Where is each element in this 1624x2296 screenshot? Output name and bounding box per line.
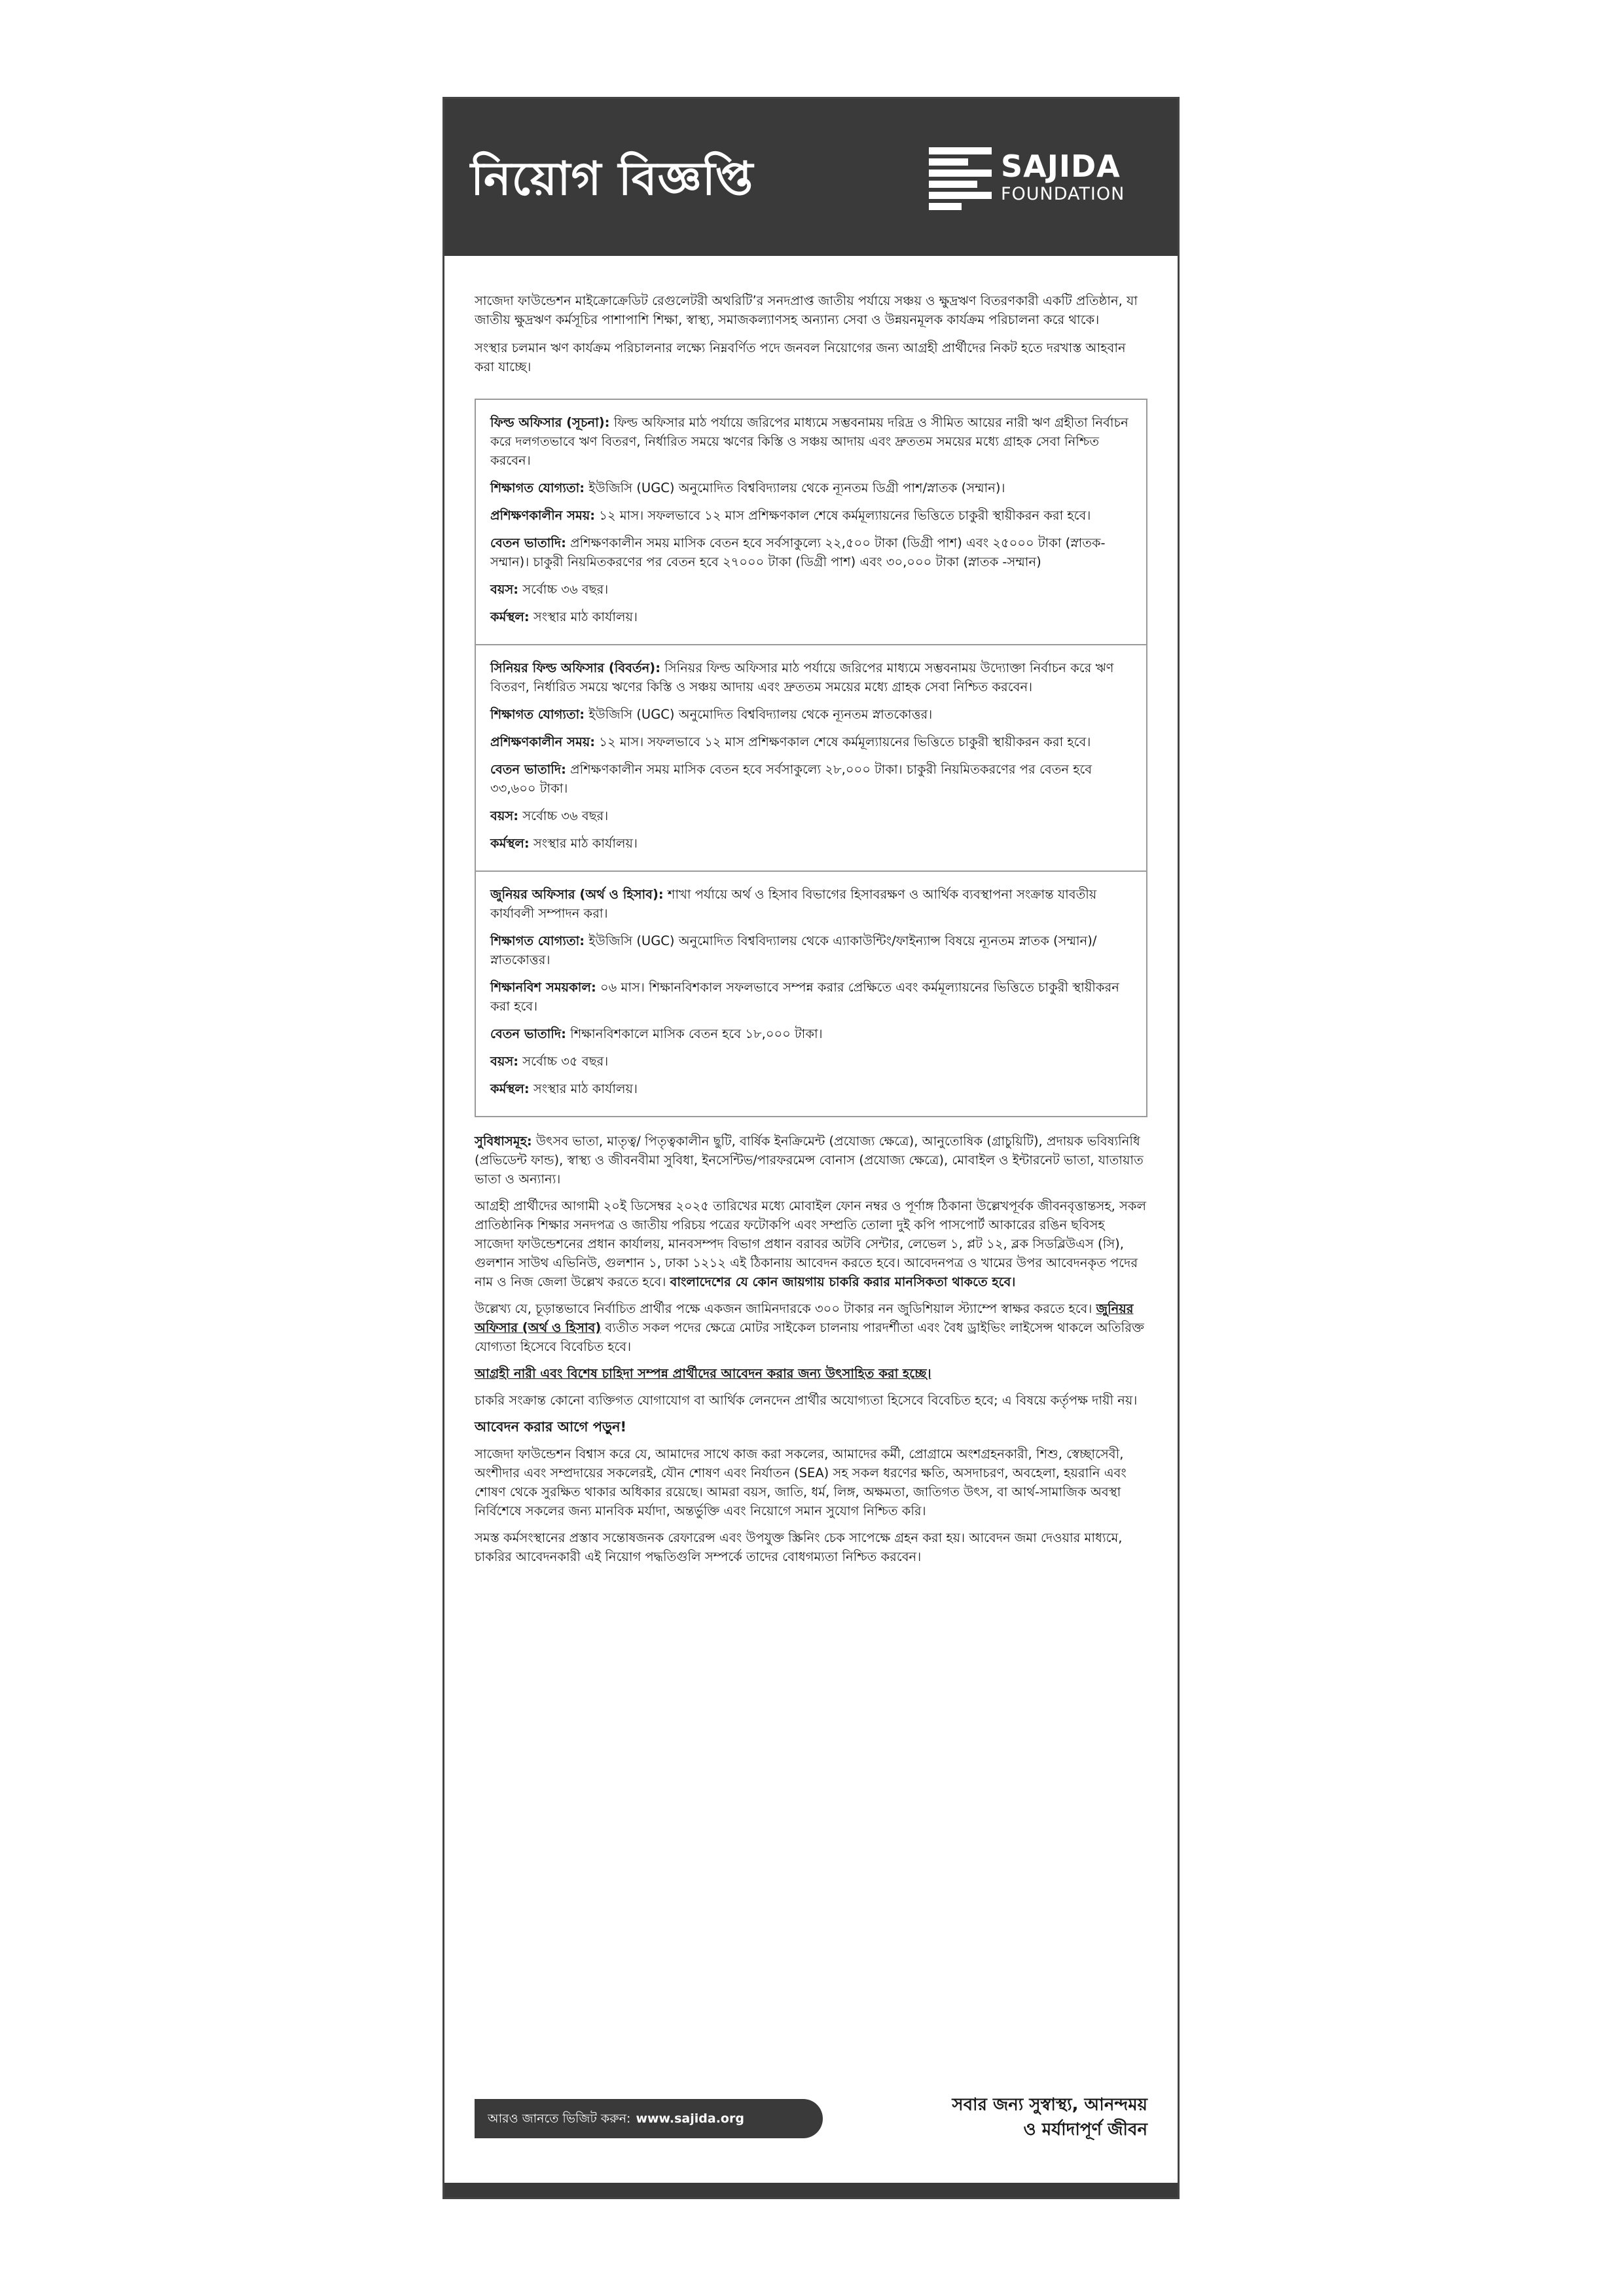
salary-text: প্রশিক্ষণকালীন সময় মাসিক বেতন হবে সর্বসাকুল্যে ২২,৫০০ টাকা (ডিগ্রী পাশ) এবং ২৫০০০ টাকা (স্নাতক-সম্মান)। চাকুরী নিয়মিতকরণের পর বেতন হবে ২৭০০০ টাকা (ডিগ্রী পাশ) এবং ৩০,০০০ টাকা (স্নাতক -সম্মান) xyxy=(490,535,1106,569)
application-paragraph xyxy=(475,1196,1147,1291)
workplace-text: সংস্থার মাঠ কার্যালয়। xyxy=(533,1081,638,1096)
age-label: বয়স: xyxy=(490,582,519,597)
read-before-heading: আবেদন করার আগে পড়ুন! xyxy=(475,1419,627,1435)
salary-label: বেতন ভাতাদি: xyxy=(490,1026,566,1041)
encourage-paragraph xyxy=(475,1364,1147,1383)
job-title: সিনিয়র ফিল্ড অফিসার (বিবর্তন): xyxy=(490,660,661,675)
workplace-label: কর্মস্থল: xyxy=(490,1081,530,1096)
note-paragraph xyxy=(475,1299,1147,1356)
note-text: উল্লেখ্য যে, চূড়ান্তভাবে নির্বাচিত প্রার্থীর পক্ষে একজন জামিনদারকে ৩০০ টাকার নন জুডিশিয়াল স্ট্যাম্পে স্বাক্ষর করতে হবে। xyxy=(475,1301,1092,1316)
job-title: ফিল্ড অফিসার (সূচনা): xyxy=(490,415,610,430)
visit-website-bar xyxy=(475,2099,823,2138)
education-label: শিক্ষাগত যোগ্যতা: xyxy=(490,933,585,948)
job-senior-field-officer xyxy=(476,644,1146,870)
intro-paragraph: সাজেদা ফাউন্ডেশন মাইক্রোক্রেডিট রেগুলেটরী অথরিটি’র সনদপ্রাপ্ত জাতীয় পর্যায়ে সঞ্চয় ও ক্ষুদ্রঋণ বিতরণকারী একটি প্রতিষ্ঠান, যা জাতীয় ক্ষুদ্রঋণ কর্মসূচির পাশাপাশি শিক্ষা, স্বাস্থ্য, সমাজকল্যাণসহ অন্যান্য সেবা ও উন্নয়নমূলক কার্যক্রম পরিচালনা করে থাকে। xyxy=(475,293,1138,327)
education-text: ইউজিসি (UGC) অনুমোদিত বিশ্ববিদ্যালয় থেকে ন্যূনতম স্নাতকোত্তর। xyxy=(588,707,933,722)
workplace-label: কর্মস্থল: xyxy=(490,609,530,624)
salary-label: বেতন ভাতাদি: xyxy=(490,535,566,550)
workplace-text: সংস্থার মাঠ কার্যালয়। xyxy=(533,836,638,851)
job-field-officer xyxy=(476,400,1146,644)
age-label: বয়স: xyxy=(490,808,519,823)
training-text: ১২ মাস। সফলভাবে ১২ মাস প্রশিক্ষণকাল শেষে কর্মমূল্যায়নের ভিত্তিতে চাকুরী স্থায়ীকরন করা হবে। xyxy=(599,734,1091,749)
header-banner xyxy=(444,99,1178,256)
encourage-text: আগ্রহী নারী এবং বিশেষ চাহিদা সম্পন্ন প্রার্থীদের আবেদন করার জন্য উৎসাহিত করা হচ্ছে। xyxy=(475,1366,931,1381)
salary-text: প্রশিক্ষণকালীন সময় মাসিক বেতন হবে সর্বসাকুল্যে ২৮,০০০ টাকা। চাকুরী নিয়মিতকরণের পর বেতন হবে ৩৩,৬০০ টাকা। xyxy=(490,762,1092,796)
workplace-label: কর্মস্থল: xyxy=(490,836,530,851)
logo-mark-icon xyxy=(929,147,992,210)
probation-text: ০৬ মাস। শিক্ষানবিশকাল সফলভাবে সম্পন্ন করার প্রেক্ষিতে এবং কর্মমূল্যায়নের ভিত্তিতে চাকুরী স্থায়ীকরন করা হবে। xyxy=(490,980,1119,1014)
note-exception: জুনিয়র অফিসার (অর্থ ও হিসাব) xyxy=(475,1301,1134,1335)
visit-label: আরও জানতে ভিজিট করুন: xyxy=(488,2111,631,2126)
job-description: শাখা পর্যায়ে অর্থ ও হিসাব বিভাগের হিসাবরক্ষণ ও আর্থিক ব্যবস্থাপনা সংক্রান্ত যাবতীয় কার্যাবলী সম্পাদন করা। xyxy=(490,887,1097,921)
job-description: ফিল্ড অফিসার মাঠ পর্যায়ে জরিপের মাধ্যমে সম্ভবনাময় দরিদ্র ও সীমিত আয়ের নারী ঋণ গ্রহীতা নির্বাচন করে দলগতভাবে ঋণ বিতরণ, নির্ধারিত সময়ে ঋণের কিস্তি ও সঞ্চয় আদায় এবং দ্রুততম সময়ের মধ্যে গ্রাহক সেবা নিশ্চিত করবেন। xyxy=(490,415,1128,468)
benefits-text: উৎসব ভাতা, মাতৃত্ব/ পিতৃত্বকালীন ছুটি, বার্ষিক ইনক্রিমেন্ট (প্রযোজ্য ক্ষেত্রে), আনুতোষিক (গ্রাচুয়িটি), প্রদায়ক ভবিষ্যনিধি (প্রভিডেন্ট ফান্ড), স্বাস্থ্য ও জীবনবীমা সুবিধা, ইনসেন্টিভ/পারফরমেন্স বোনাস (প্রযোজ্য ক্ষেত্রে), মোবাইল ও ইন্টারনেট ভাতা, যাতায়াত ভাতা ও অন্যান্য। xyxy=(475,1134,1144,1187)
slogan-line-1: সবার জন্য সুস্বাস্থ্য, আনন্দময় xyxy=(952,2095,1147,2115)
footer xyxy=(475,2092,1147,2151)
job-advertisement xyxy=(442,97,1180,2199)
relocation-requirement: বাংলাদেশের যে কোন জায়গায় চাকরি করার মানসিকতা থাকতে হবে। xyxy=(670,1274,1016,1289)
note-text-continued: ব্যতীত সকল পদের ক্ষেত্রে মোটর সাইকেল চালনায় পারদর্শীতা এবং বৈধ ড্রাইভিং লাইসেন্স থাকলে অতিরিক্ত যোগ্যতা হিসেবে বিবেচিত হবে। xyxy=(475,1320,1144,1354)
salary-label: বেতন ভাতাদি: xyxy=(490,762,566,777)
website-link[interactable]: www.sajida.org xyxy=(636,2111,744,2126)
education-text: ইউজিসি (UGC) অনুমোদিত বিশ্ববিদ্যালয় থেকে ন্যূনতম ডিগ্রী পাশ/স্নাতক (সম্মান)। xyxy=(588,480,1005,495)
logo-name: SAJIDA xyxy=(1001,149,1121,184)
benefits-paragraph xyxy=(475,1132,1147,1189)
age-text: সর্বোচ্চ ৩৬ বছর। xyxy=(522,582,609,597)
ad-title: নিয়োগ বিজ্ঞপ্তি xyxy=(471,152,754,206)
logo-subtitle: FOUNDATION xyxy=(1001,184,1125,204)
bottom-bar xyxy=(444,2183,1178,2197)
age-text: সর্বোচ্চ ৩৬ বছর। xyxy=(522,808,609,823)
workplace-text: সংস্থার মাঠ কার্যালয়। xyxy=(533,609,638,624)
general-info-section xyxy=(475,1132,1147,1566)
intro-call-paragraph: সংস্থার চলমান ঋণ কার্যক্রম পরিচালনার লক্ষ্যে নিম্নবর্ণিত পদে জনবল নিয়োগের জন্য আগ্রহী প্রার্থীদের নিকট হতে দরখাস্ত আহবান করা যাচ্ছে। xyxy=(475,340,1126,374)
job-junior-officer-accounts xyxy=(476,870,1146,1116)
intro-section xyxy=(475,291,1147,376)
training-label: প্রশিক্ষণকালীন সময়: xyxy=(490,734,596,749)
education-label: শিক্ষাগত যোগ্যতা: xyxy=(490,480,585,495)
education-text: ইউজিসি (UGC) অনুমোদিত বিশ্ববিদ্যালয় থেকে এ্যাকাউন্টিং/ফাইন্যান্স বিষয়ে ন্যূনতম স্নাতক (সম্মান)/ স্নাতকোত্তর। xyxy=(490,933,1097,967)
job-title: জুনিয়র অফিসার (অর্থ ও হিসাব): xyxy=(490,887,664,902)
sajida-logo xyxy=(929,147,1145,213)
safeguarding-paragraph: সাজেদা ফাউন্ডেশন বিশ্বাস করে যে, আমাদের সাথে কাজ করা সকলের, আমাদের কর্মী, প্রোগ্রামে অংশগ্রহনকারী, শিশু, স্বেচ্ছাসেবী, অংশীদার এবং সম্প্রদায়ের সকলেরই, যৌন শোষণ এবং নির্যাতন (SEA) সহ সকল ধরণের ক্ষতি, অসদাচরণ, অবহেলা, হয়রানি এবং শোষণ থেকে সুরক্ষিত থাকার অধিকার রয়েছে। আমরা বয়স, জাতি, ধর্ম, লিঙ্গ, অক্ষমতা, জাতিগত উৎস, বা আর্থ-সামাজিক অবস্থা নির্বিশেষে সকলের জন্য মানবিক মর্যাদা, অন্তর্ভুক্তি এবং নিয়োগে সমান সুযোগ নিশ্চিত করি। xyxy=(475,1446,1127,1518)
education-label: শিক্ষাগত যোগ্যতা: xyxy=(490,707,585,722)
training-text: ১২ মাস। সফলভাবে ১২ মাস প্রশিক্ষণকাল শেষে কর্মমূল্যায়নের ভিত্তিতে চাকুরী স্থায়ীকরন করা হবে। xyxy=(599,508,1091,523)
job-description: সিনিয়র ফিল্ড অফিসার মাঠ পর্যায়ে জরিপের মাধ্যমে সম্ভবনাময় উদ্যোক্তা নির্বাচন করে ঋণ বিতরণ, নির্ধারিত সময়ে ঋণের কিস্তি ও সঞ্চয় আদায় এবং দ্রুততম সময়ের মধ্যে গ্রাহক সেবা নিশ্চিত করবেন। xyxy=(490,660,1114,694)
training-label: প্রশিক্ষণকালীন সময়: xyxy=(490,508,596,523)
slogan-line-2: ও মর্যাদাপূর্ণ জীবন xyxy=(1023,2120,1147,2140)
disclaimer-paragraph: চাকরি সংক্রান্ত কোনো ব্যক্তিগত যোগাযোগ বা আর্থিক লেনদেন প্রার্থীর অযোগ্যতা হিসেবে বিবেচিত হবে; এ বিষয়ে কর্তৃপক্ষ দায়ী নয়। xyxy=(475,1393,1138,1408)
probation-label: শিক্ষানবিশ সময়কাল: xyxy=(490,980,596,995)
benefits-label: সুবিধাসমূহ: xyxy=(475,1134,532,1149)
application-text: আগ্রহী প্রার্থীদের আগামী ২০ই ডিসেম্বর ২০২৫ তারিখের মধ্যে মোবাইল ফোন নম্বর ও পূর্ণাঙ্গ ঠিকানা উল্লেখপূর্বক জীবনবৃত্তান্তসহ, সকল প্রাতিষ্ঠানিক শিক্ষার সনদপত্র ও জাতীয় পরিচয় পত্রের ফটোকপি এবং সম্প্রতি তোলা দুই কপি পাসপোর্ট আকারের রঙিন ছবিসহ সাজেদা ফাউন্ডেশনের প্রধান কার্যালয়, মানবসম্পদ বিভাগ প্রধান বরাবর অটবি সেন্টার, লেভেল ১, প্লট ১২, ব্লক সিডব্লিউএস (সি), গুলশান সাউথ এভিনিউ, গুলশান ১, ঢাকা ১২১২ এই ঠিকানায় আবেদন করতে হবে। আবেদনপত্র ও খামের উপর আবেদনকৃত পদের নাম ও নিজ জেলা উল্লেখ করতে হবে। xyxy=(475,1198,1147,1289)
age-text: সর্বোচ্চ ৩৫ বছর। xyxy=(522,1054,609,1069)
salary-text: শিক্ষানবিশকালে মাসিক বেতন হবে ১৮,০০০ টাকা। xyxy=(570,1026,823,1041)
screening-paragraph: সমস্ত কর্মসংস্থানের প্রস্তাব সন্তোষজনক রেফারেন্স এবং উপযুক্ত স্ক্রিনিং চেক সাপেক্ষে গ্রহন করা হয়। আবেদন জমা দেওয়ার মাধ্যমে, চাকরির আবেদনকারী এই নিয়োগ পদ্ধতিগুলি সম্পর্কে তাদের বোধগম্যতা নিশ্চিত করবেন। xyxy=(475,1530,1123,1564)
slogan xyxy=(952,2092,1147,2142)
age-label: বয়স: xyxy=(490,1054,519,1069)
job-positions-box xyxy=(475,399,1147,1117)
